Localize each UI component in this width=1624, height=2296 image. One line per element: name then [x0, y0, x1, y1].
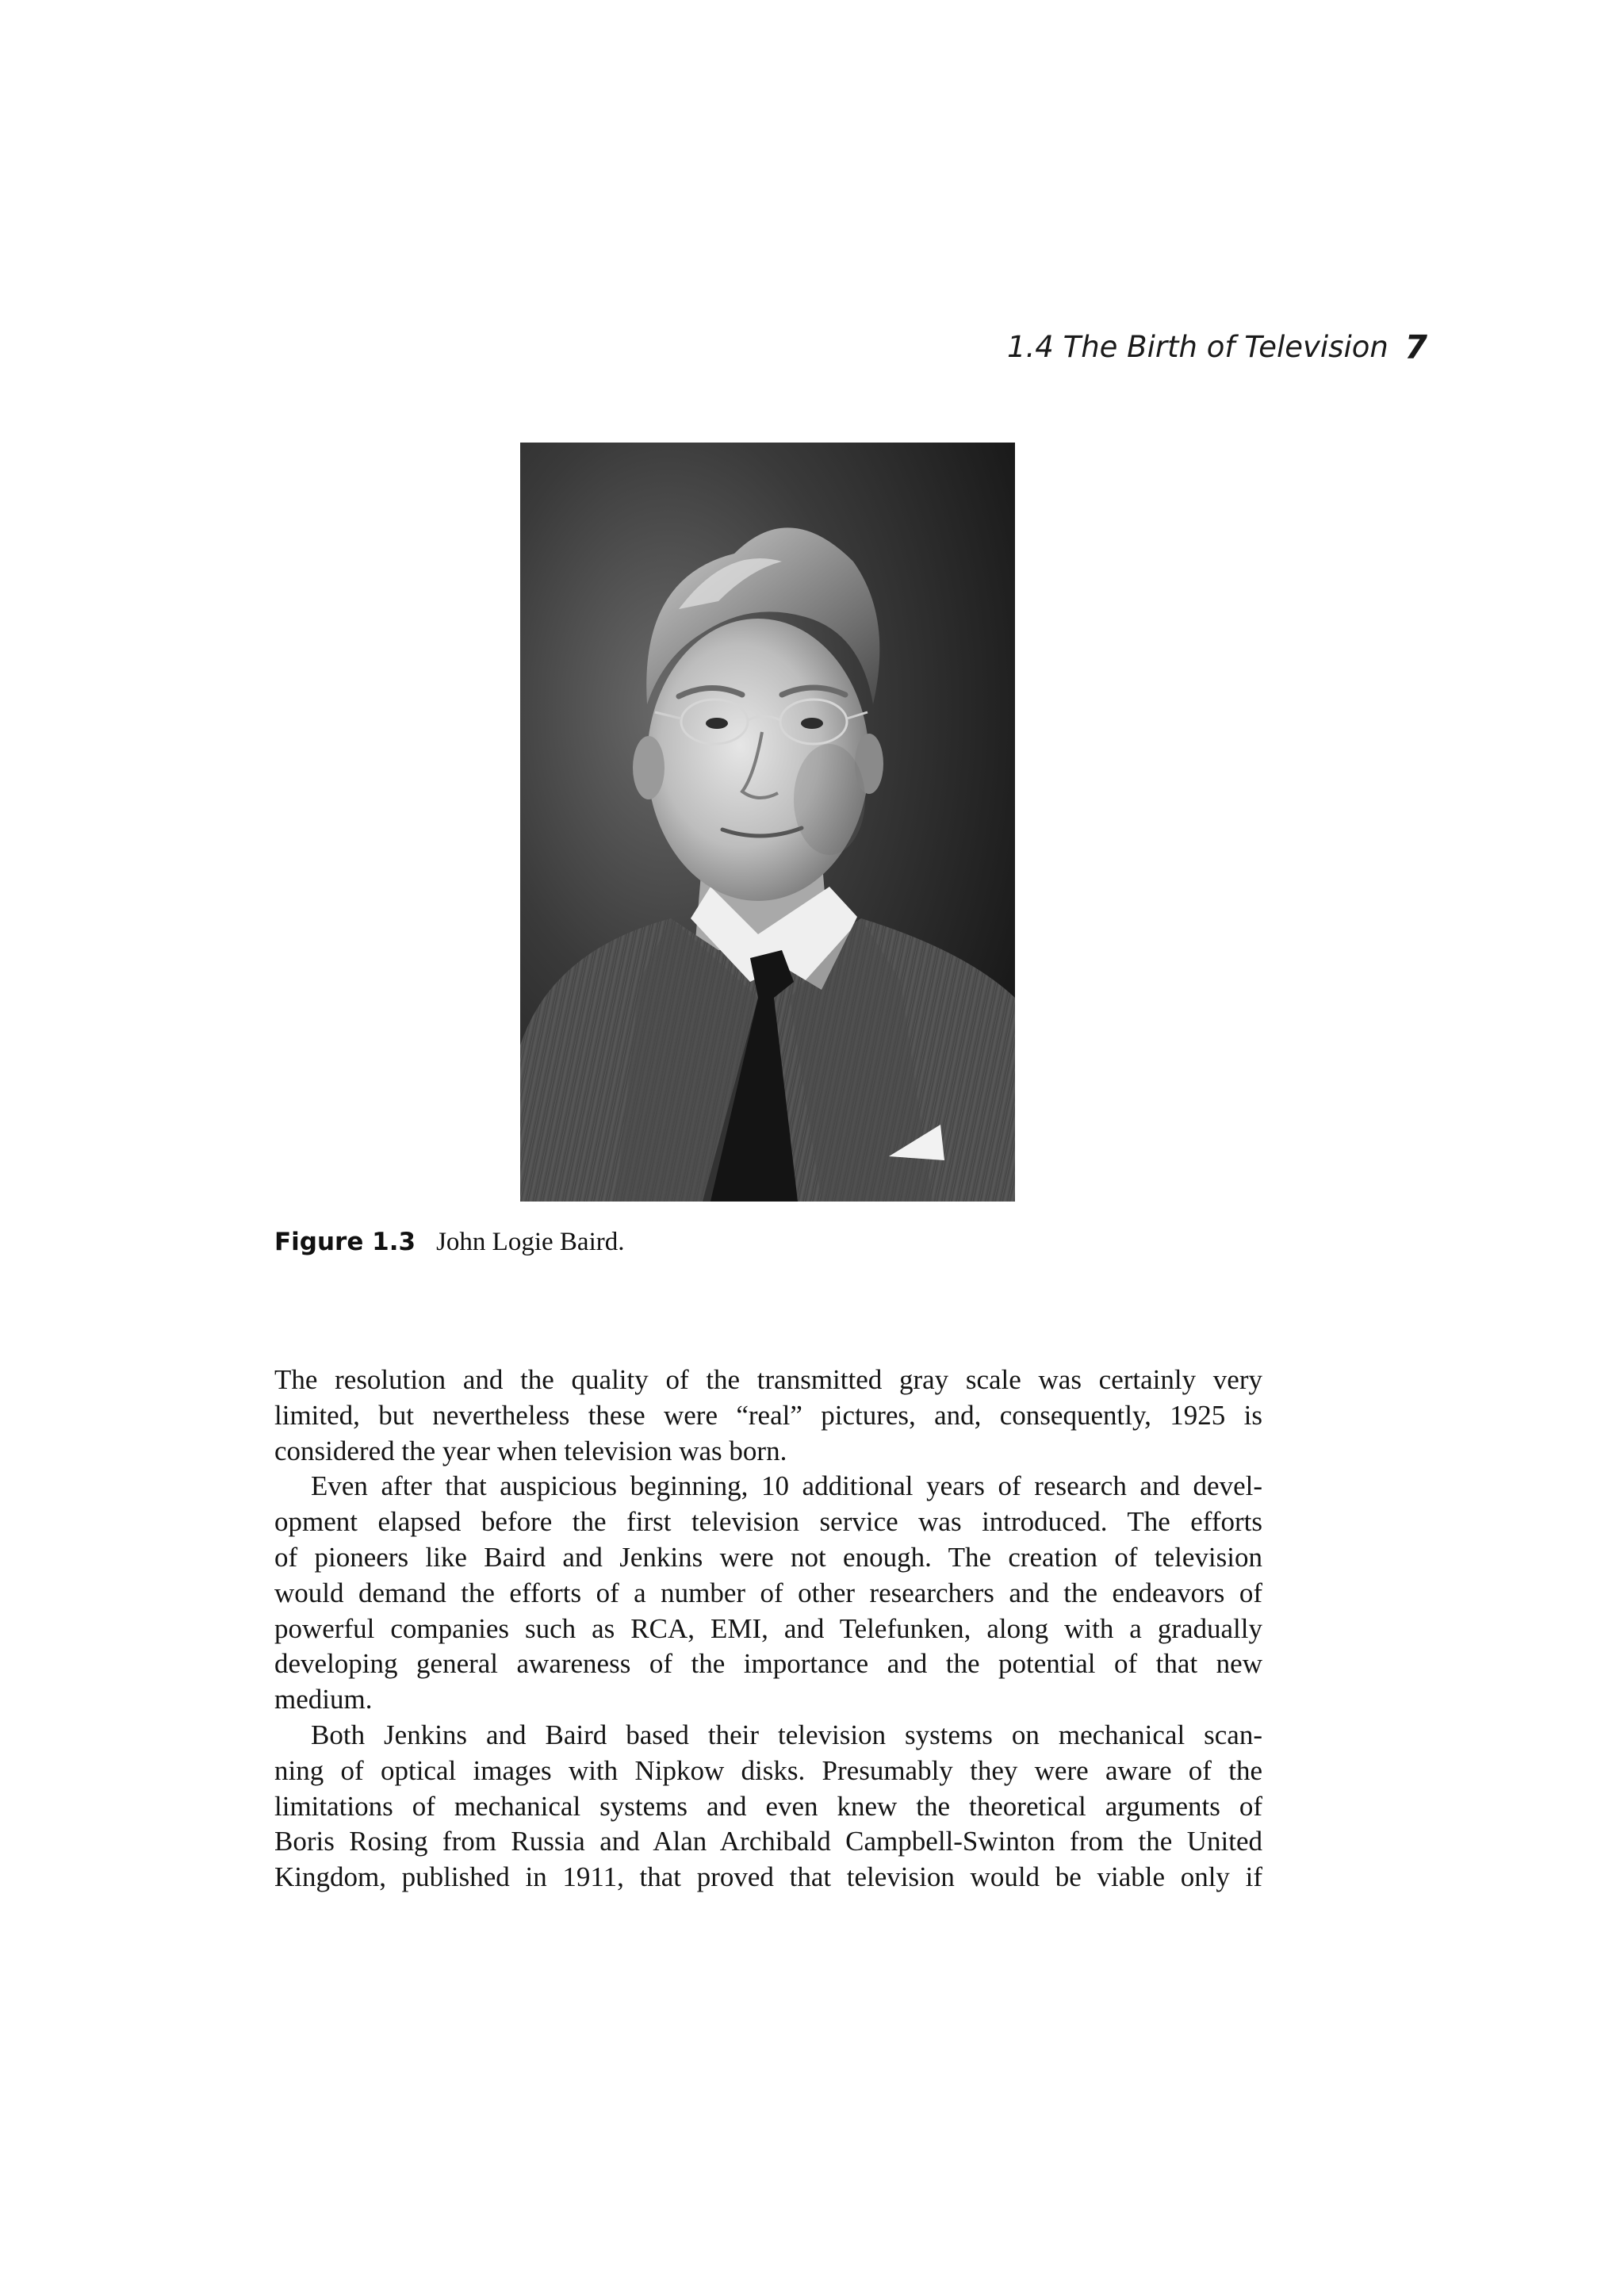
figure-caption-text: John Logie Baird.: [436, 1228, 625, 1256]
text-line: Even after that auspicious beginning, 10 additional years of research and devel-: [311, 1470, 1262, 1502]
text-line: The resolution and the quality of the transmitted gray scale was certainly very: [274, 1364, 1262, 1395]
text-line: medium.: [274, 1684, 373, 1715]
body-text: [274, 1363, 1262, 1895]
text-line: of pioneers like Baird and Jenkins were not enough. The creation of television: [274, 1541, 1262, 1573]
text-line: opment elapsed before the first television service was introduced. The efforts: [274, 1506, 1262, 1538]
text-line: Boris Rosing from Russia and Alan Archibald Campbell-Swinton from the United: [274, 1826, 1262, 1857]
figure-caption: [274, 1222, 624, 1262]
text-line: powerful companies such as RCA, EMI, and Telefunken, along with a gradually: [274, 1612, 1262, 1644]
text-line: Kingdom, published in 1911, that proved that television would be viable only if: [274, 1861, 1262, 1893]
text-line: limited, but nevertheless these were “real” pictures, and, consequently, 1925 is: [274, 1399, 1262, 1431]
figure-label: Figure 1.3: [274, 1228, 416, 1256]
text-line: limitations of mechanical systems and even knew the theoretical arguments of: [274, 1790, 1262, 1822]
portrait-photo: [520, 443, 1015, 1202]
section-title: 1.4 The Birth of Television: [1007, 330, 1388, 364]
running-head: [1007, 324, 1427, 371]
text-line: considered the year when television was born.: [274, 1435, 787, 1466]
text-line: developing general awareness of the importance and the potential of that new: [274, 1648, 1262, 1680]
text-line: would demand the efforts of a number of other researchers and the endeavors of: [274, 1577, 1262, 1608]
page-number: 7: [1404, 328, 1427, 366]
text-line: Both Jenkins and Baird based their television systems on mechanical scan-: [311, 1719, 1262, 1750]
text-line: ning of optical images with Nipkow disks. Presumably they were aware of the: [274, 1754, 1262, 1786]
